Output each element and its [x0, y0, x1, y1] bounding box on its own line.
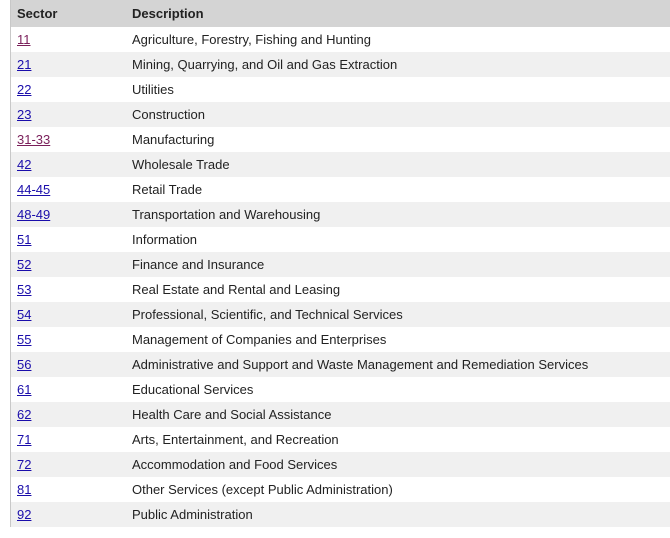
sector-code-link[interactable]: 61: [17, 382, 32, 397]
sector-code-link[interactable]: 44-45: [17, 182, 51, 197]
sector-code-link[interactable]: 62: [17, 407, 32, 422]
sector-code-link[interactable]: 55: [17, 332, 32, 347]
table-row: [11, 427, 670, 452]
table-row: [11, 477, 670, 502]
sector-description-cell: Educational Services: [132, 382, 254, 397]
table-row: [11, 377, 670, 402]
sector-description-cell: Construction: [132, 107, 205, 122]
sector-code-cell: [11, 402, 126, 427]
sector-description-cell: Management of Companies and Enterprises: [132, 332, 387, 347]
sector-code-cell: [11, 27, 126, 52]
sector-code-link[interactable]: 72: [17, 457, 32, 472]
table-row: [11, 352, 670, 377]
sector-description-cell: Real Estate and Rental and Leasing: [132, 282, 341, 297]
sector-code-link[interactable]: 11: [17, 32, 31, 47]
sector-code-link[interactable]: 23: [17, 107, 32, 122]
sector-description-cell: Health Care and Social Assistance: [132, 407, 332, 422]
table-header: [11, 0, 670, 27]
sector-column-header: Sector: [17, 6, 58, 21]
sector-code-cell: [11, 227, 126, 252]
sector-description-cell: Transportation and Warehousing: [132, 207, 321, 222]
sector-code-link[interactable]: 22: [17, 82, 32, 97]
table-row: [11, 402, 670, 427]
table-row: [11, 202, 670, 227]
table-body: [11, 27, 670, 527]
sector-code-link[interactable]: 48-49: [17, 207, 51, 222]
table-row: [11, 452, 670, 477]
sector-code-cell: [11, 377, 126, 402]
sector-description-cell: Mining, Quarrying, and Oil and Gas Extraction: [132, 57, 398, 72]
sector-code-cell: [11, 102, 126, 127]
sector-code-cell: [11, 177, 126, 202]
sector-code-link[interactable]: 31-33: [17, 132, 51, 147]
table-row: [11, 502, 670, 527]
sector-description-cell: Retail Trade: [132, 182, 203, 197]
sector-code-link[interactable]: 92: [17, 507, 32, 522]
table-row: [11, 302, 670, 327]
sector-description-cell: Finance and Insurance: [132, 257, 265, 272]
sector-description-cell: Utilities: [132, 82, 174, 97]
sector-table-container: [10, 0, 670, 527]
sector-code-cell: [11, 127, 126, 152]
table-row: [11, 52, 670, 77]
table-row: [11, 177, 670, 202]
sector-code-cell: [11, 52, 126, 77]
sector-description-cell: Other Services (except Public Administration): [132, 482, 393, 497]
sector-description-cell: Wholesale Trade: [132, 157, 230, 172]
sector-code-link[interactable]: 81: [17, 482, 32, 497]
sector-code-cell: [11, 502, 126, 527]
table-row: [11, 77, 670, 102]
sector-code-cell: [11, 277, 126, 302]
table-row: [11, 327, 670, 352]
sector-code-link[interactable]: 21: [17, 57, 32, 72]
description-column-header: Description: [132, 6, 204, 21]
sector-code-link[interactable]: 52: [17, 257, 32, 272]
sector-code-cell: [11, 427, 126, 452]
header-row: [11, 0, 670, 27]
sector-description-cell: Information: [132, 232, 198, 247]
sector-description-cell: Public Administration: [132, 507, 253, 522]
sector-code-cell: [11, 202, 126, 227]
sector-code-link[interactable]: 51: [17, 232, 32, 247]
table-row: [11, 252, 670, 277]
table-row: [11, 277, 670, 302]
sector-description-cell: Accommodation and Food Services: [132, 457, 338, 472]
sector-code-link[interactable]: 71: [17, 432, 32, 447]
table-row: [11, 27, 670, 52]
sector-code-link[interactable]: 54: [17, 307, 32, 322]
sector-description-cell: Arts, Entertainment, and Recreation: [132, 432, 339, 447]
sector-code-cell: [11, 77, 126, 102]
sector-description-cell: Professional, Scientific, and Technical Services: [132, 307, 403, 322]
sector-code-cell: [11, 252, 126, 277]
sector-code-cell: [11, 152, 126, 177]
sector-code-cell: [11, 302, 126, 327]
sector-code-cell: [11, 327, 126, 352]
sector-description-cell: Administrative and Support and Waste Management and Remediation Services: [132, 357, 589, 372]
sector-table: [11, 0, 670, 527]
table-row: [11, 102, 670, 127]
table-row: [11, 227, 670, 252]
table-row: [11, 127, 670, 152]
sector-description-cell: Agriculture, Forestry, Fishing and Hunting: [132, 32, 371, 47]
table-row: [11, 152, 670, 177]
sector-code-link[interactable]: 53: [17, 282, 32, 297]
sector-code-cell: [11, 477, 126, 502]
sector-code-link[interactable]: 42: [17, 157, 32, 172]
sector-code-cell: [11, 452, 126, 477]
sector-code-cell: [11, 352, 126, 377]
sector-code-link[interactable]: 56: [17, 357, 32, 372]
sector-description-cell: Manufacturing: [132, 132, 215, 147]
